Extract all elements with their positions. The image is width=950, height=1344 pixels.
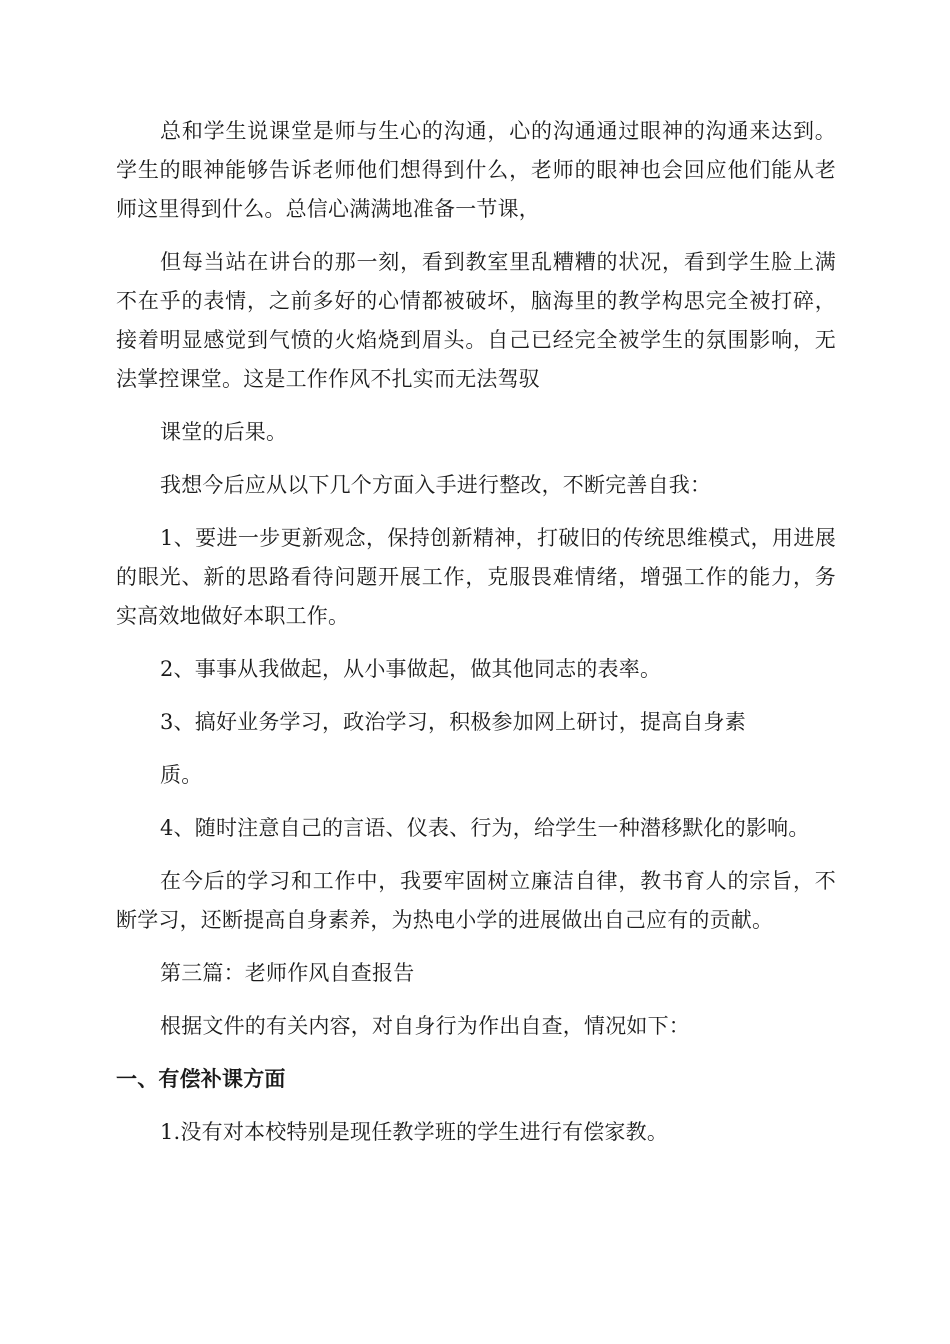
paragraph-4: 我想今后应从以下几个方面入手进行整改，不断完善自我： (160, 473, 712, 497)
list-item-2: 2、事事从我做起，从小事做起，做其他同志的表率。 (160, 657, 662, 681)
closing-paragraph: 在今后的学习和工作中，我要牢固树立廉洁自律，教书育人的宗旨，不断学习，还断提高自身素养，为热电小学的进展做出自己应有的贡献。 (116, 869, 836, 932)
paragraph-1: 总和学生说课堂是师与生心的沟通，心的沟通通过眼神的沟通来达到。学生的眼神能够告诉老师他们想得到什么，老师的眼神也会回应他们能从老师这里得到什么。总信心满满地准备一节课， (116, 119, 836, 221)
list-item-1: 1、要进一步更新观念，保持创新精神，打破旧的传统思维模式，用进展的眼光、新的思路看待问题开展工作，克服畏难情绪，增强工作的能力，务实高效地做好本职工作。 (116, 526, 836, 628)
section-heading: 一、有偿补课方面 (116, 1067, 286, 1091)
paragraph-2: 但每当站在讲台的那一刻，看到教室里乱糟糟的状况，看到学生脸上满不在乎的表情，之前多好的心情都被破坏，脑海里的教学构思完全被打碎，接着明显感觉到气愤的火焰烧到眉头。自己已经完全被学生的氛围影响，无法掌控课堂。这是工作作风不扎实而无法驾驭 (116, 250, 836, 391)
section-title: 第三篇：老师作风自查报告 (160, 961, 415, 985)
list-item-3: 3、搞好业务学习，政治学习，积极参加网上研讨，提高自身素 (160, 710, 746, 734)
paragraph-3: 课堂的后果。 (160, 420, 288, 444)
intro-paragraph: 根据文件的有关内容，对自身行为作出自查，情况如下： (160, 1014, 690, 1038)
list-item-3-continued: 质。 (160, 763, 203, 787)
document-body (116, 112, 836, 1166)
list-item-4: 4、随时注意自己的言语、仪表、行为，给学生一种潜移默化的影响。 (160, 816, 810, 840)
heading-item-1: 1.没有对本校特别是现任教学班的学生进行有偿家教。 (160, 1120, 669, 1144)
